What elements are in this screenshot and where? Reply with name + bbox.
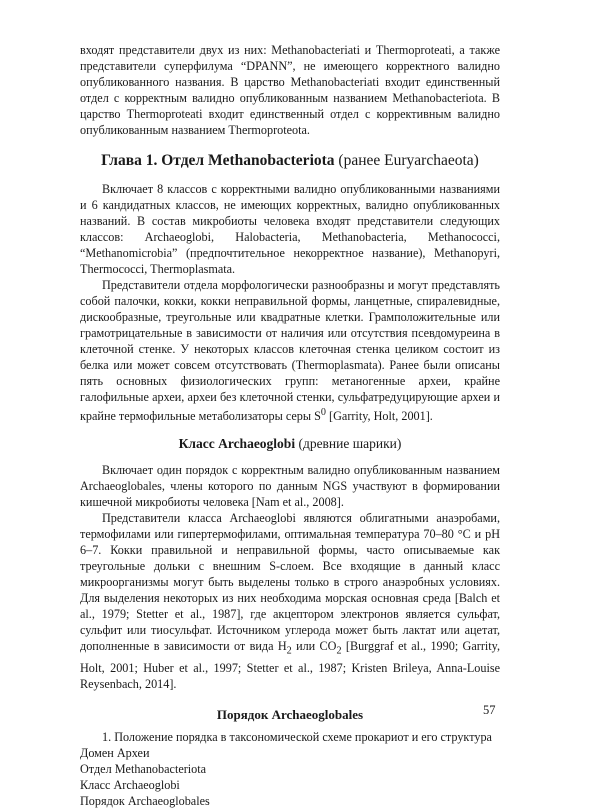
chapter-paragraph-2-citation: [Garrity, Holt, 2001]. [326,409,433,424]
class-title-rest: (древние шарики) [295,436,402,452]
sulfur-superscript: 0 [320,407,326,418]
chapter-title-rest: (ранее Euryarchaeota) [334,152,479,169]
chapter-paragraph-2-text: Представители отдела морфологически разнообразны и могут представлять собой палочки, кокки, кокки неправильной формы, ланцетные, спиралевидные, дискообразные, треугольные или квадратные клетки. Грамположительные или грамотрицательные в зависимости от наличия или отсутствия псевдомуреина в клеточной стенке. У некоторых классов клеточная стенка целиком состоит из белка или может совсем отсутствовать (Thermoplasmata). Ранее были описаны пять основных физиологических групп: метаногенные археи, крайне галофильные археи, археи без клеточной стенки, сульфатредуцирующие археи и крайне термофильные метаболизаторы серы S [80,278,500,424]
chapter-paragraph-1: Включает 8 классов с корректными валидно опубликованными названиями и 6 кандидатных классов, не имеющих корректных, валидно опубликованных названий. В состав микробиоты человека входят представители следующих классов: Archaeoglobi, Halobacteria, Methanobacteria, Methanococci, “Methanomicrobia” (предпочтительное некорректное название), Methanopyri, Thermococci, Thermoplasmata. [80,182,500,276]
page-number: 57 [483,703,496,717]
class-title-bold: Класс Archaeoglobi [178,436,296,452]
class-paragraph-2 [80,510,500,691]
class-paragraph-2-part3: [Burggraf et al., 1990; Garrity, Holt, 2001; Huber et al., 1997; Stetter et al., 1987; Kristen Brileya, Anna-Louise Reysenbach, 2014]. [80,639,500,691]
chapter-paragraph-2 [80,277,500,424]
class-paragraph-2-part2: или CO [291,639,337,654]
h2-subscript: 2 [286,645,292,657]
intro-paragraph: входят представители двух из них: Methanobacteriati и Thermoproteati, а также представители суперфилума “DPANN”, не имеющего корректного валидно опубликованного названия. В царство Methanobacteriati входит единственный отдел с корректным валидно опубликованным названием Methanobacteriota. В царство Thermoproteati входит единственный отдел с коррективным валидно опубликованным названием Thermoproteota. [80,43,500,137]
page-content [80,42,500,809]
taxonomy-list-item: Домен Археи [80,745,150,760]
class-heading [80,435,500,453]
chapter-heading [80,151,500,171]
taxonomy-list-item: 1. Положение порядка в таксономической схеме прокариот и его структура [102,729,492,744]
chapter-title-bold: Глава 1. Отдел Methanobacteriota [101,152,335,169]
taxonomy-list-item: Класс Archaeoglobi [80,777,180,792]
order-heading: Порядок Archaeoglobales [216,706,364,722]
class-paragraph-1: Включает один порядок с корректным валидно опубликованным названием Archaeoglobales, члены которого по данным NGS участвуют в формировании кишечной микробиоты человека [Nam et al., 2008]. [80,463,500,510]
taxonomy-list-item: Отдел Methanobacteriota [80,761,207,776]
taxonomy-list [80,729,500,809]
class-paragraph-2-part1: Представители класса Archaeoglobi являются облигатными анаэробами, термофилами или гипертермофилами, оптимальная температура 70–80 °C и pH 6–7. Кокки правильной и неправильной формы, часто описываемые как треугольные дольки с внешним S-слоем. Все входящие в данный класс микроорганизмы могут быть выделены только в строго анаэробных условиях. Для выделения некоторых из них необходима морская основная среда [Balch et al., 1979; Stetter et al., 1987], где акцептором электронов является сульфат, сульфит или тиосульфат. Источником углерода может быть лактат или ацетат, дополненные в зависимости от вида H [80,511,500,654]
taxonomy-list-item: Порядок Archaeoglobales [80,793,210,808]
co2-subscript: 2 [336,645,342,657]
